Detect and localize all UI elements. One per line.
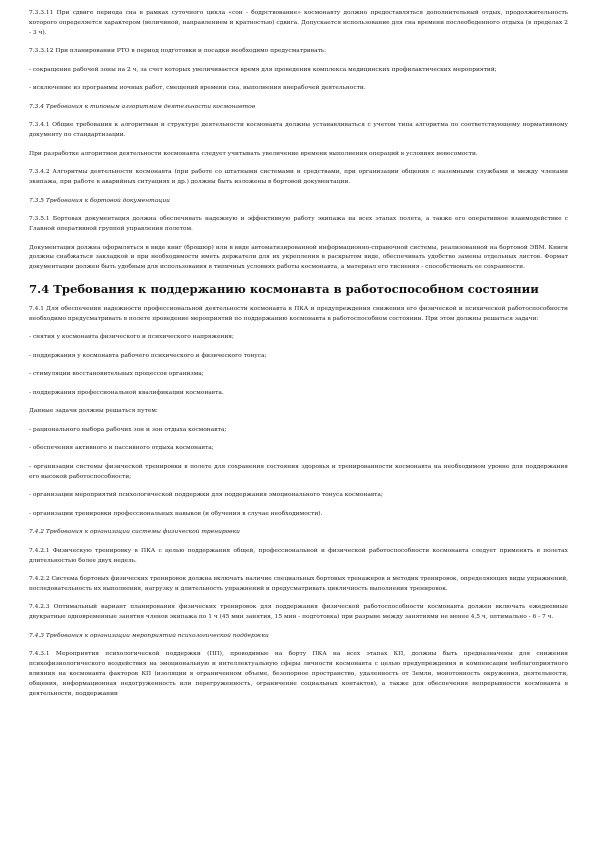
paragraph: При разработке алгоритмов деятельности космонавта следует учитывать увеличение времени выполнения операций в условиях невесомости. bbox=[29, 150, 478, 157]
paragraph: - стимуляции восстановительных процессов организма; bbox=[29, 371, 204, 378]
paragraph: Документация должна оформляться в виде книг (брошюр) или в виде автоматизированной информационно-справочной системы, реализованной на бортовой ЭВМ. Книги должны снабжаться закладкой и при необходимости иметь держатели для их укрепления в раскрытом виде, обеспечивать удобство замены отдельных листов. Формат документации должен быть удобным для использования в типичных условиях работы космонавта, а материал его тиснения - способствовать ее сохранности. bbox=[29, 244, 568, 271]
paragraph: - организации системы физической тренировки в полете для сохранения состояния здоровья и тренированности космонавта на необходимом уровне для поддержания его высокой работоспособности; bbox=[29, 463, 568, 480]
paragraph: 7.3.3.11 При сдвиге периода сна в рамках суточного цикла «сон - бодрствование» космонавту должно предоставляться дополнительный отдых, продолжительность которого определяется характером (величиной, направлением и кратностью) сдвига. Допускается использование для сна времени послеобеденного отдыха (в пределах 2 - 3 ч). bbox=[29, 10, 568, 36]
paragraph: - обеспечения активного и пассивного отдыха космонавта; bbox=[29, 445, 214, 452]
paragraph: - снятия у космонавта физического и психического напряжения; bbox=[29, 334, 234, 341]
paragraph: 7.4.3.1 Мероприятия психологической поддержки (ПП), проводимые на борту ПКА на всех этапах КП, должны быть предназначены для снижения психофизиологического воздействия на эмоциональную и интеллектуальную сферы личности космонавта с целью предупреждения и компенсации неблагоприятного влияния на космонавта факторов КП (изоляции в ограниченном объеме, безопорное пространство, удаленность от Земли, монотонность окружения, деятельности, общения, информационная недогруженность или перегруженность, ограничение социальных контактов), а также для обеспечения непрерывности космонавта в деятельности, поддержании bbox=[29, 651, 568, 697]
paragraph: - рационального выбора рабочих зон и зон отдыха космонавта; bbox=[29, 426, 227, 433]
paragraph: Данные задачи должны решаться путем: bbox=[29, 408, 158, 415]
paragraph: - поддержания профессиональной квалификации космонавта. bbox=[29, 389, 224, 396]
document-page bbox=[29, 9, 568, 709]
subsection-heading: 7.3.4 Требования к типовым алгоритмам деятельности космонавтов bbox=[29, 103, 256, 110]
paragraph: 7.4.2.1 Физическую тренировку в ПКА с целью поддержания общей, профессиональной и физической работоспособности космонавта следует применять в полетах длительностью более двух недель. bbox=[29, 547, 568, 564]
paragraph: 7.3.5.1 Бортовая документация должна обеспечивать надежную и эффективную работу экипажа на всех этапах полета, а также его оперативное взаимодействие с Главной оперативной группой управления полетом. bbox=[29, 216, 568, 233]
paragraph: - поддержания у космонавта рабочего психического и физического тонуса; bbox=[29, 352, 267, 359]
subsection-heading: 7.4.2 Требования к организации системы физической тренировки bbox=[29, 529, 240, 536]
paragraph: 7.3.4.1 Общие требования к алгоритмам и структуре деятельности космонавта должны устанавливаться с учетом типа алгоритма по соответствующему нормативному документу по стандартизации. bbox=[29, 122, 568, 139]
subsection-heading: 7.4.3 Требования к организации мероприятий психологической поддержки bbox=[29, 632, 269, 639]
bottom-paragraphs bbox=[29, 305, 568, 700]
paragraph: - организации тренировки профессиональных навыков (и обучения в случае необходимости). bbox=[29, 510, 323, 517]
paragraph: - исключение из программы ночных работ, смещений времени сна, выполнения внерабочей деятельности. bbox=[29, 85, 366, 92]
top-paragraphs bbox=[29, 9, 568, 273]
paragraph: 7.4.1 Для обеспечения надежности профессиональной деятельности космонавта в ПКА и предупреждения снижения его физической и психической работоспособности необходимо предусматривать в полете проведение мероприятий по поддержанию космонавта в работоспособном состоянии. При этом должны решаться задачи: bbox=[29, 305, 568, 322]
paragraph: 7.4.2.2 Система бортовых физических тренировок должна включать наличие специальных бортовых тренажеров и методик тренировок, определяющих виды упражнений, последовательность их выполнения, нагрузку и длительность упражнений и предусматривать цикличность выполнения тренировок. bbox=[29, 576, 568, 592]
paragraph: 7.3.4.2 Алгоритмы деятельности космонавта (при работе со штатными системами и средствами, при организации общения с наземными службами и между членами экипажа, при работе в аварийных ситуациях и др.) должны быть изложены в бортовой документации. bbox=[29, 169, 568, 186]
section-heading: 7.4 Требования к поддержанию космонавта в работоспособном состоянии bbox=[29, 281, 539, 296]
subsection-heading: 7.3.5 Требования к бортовой документации bbox=[29, 197, 170, 204]
paragraph: - сокращение рабочей зоны на 2 ч, за счет которых увеличивается время для проведения комплекса медицинских профилактических мероприятий; bbox=[29, 66, 497, 73]
paragraph: - организации мероприятий психологической поддержки для поддержания эмоционального тонуса космонавта; bbox=[29, 492, 383, 499]
paragraph: 7.4.2.3 Оптимальный вариант планирования физических тренировок для поддержания физической работоспособности космонавта должен включать ежедневные двукратные одновременные занятия членов экипажа по 1 ч (45 мин занятия, 15 мин - подготовка) при разрыве между занятиями не менее 4,5 ч, оптимально - 6 - 7 ч. bbox=[29, 604, 568, 621]
paragraph: 7.3.3.12 При планировании РТО в период подготовки и посадки необходимо предусматривать: bbox=[29, 48, 327, 55]
